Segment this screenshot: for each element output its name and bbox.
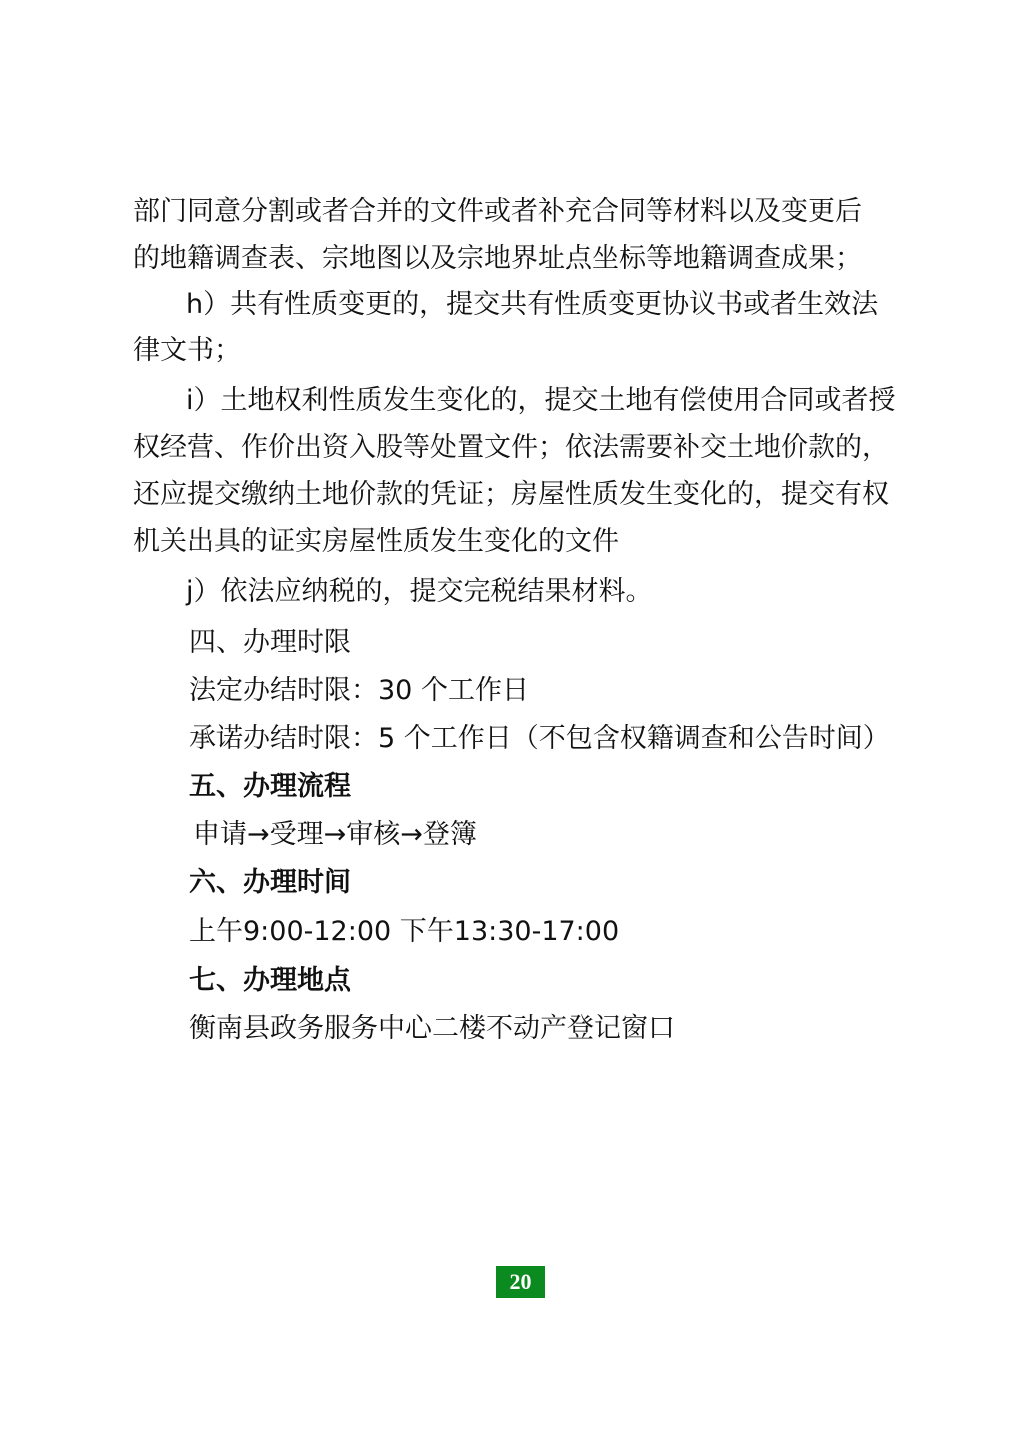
paragraph-line-8: 机关出具的证实房屋性质发生变化的文件 — [133, 526, 619, 557]
section-7-title: 七、办理地点 — [189, 965, 351, 996]
office-location: 衡南县政务服务中心二楼不动产登记窗口 — [189, 1013, 675, 1044]
paragraph-line-4: 律文书； — [133, 335, 241, 366]
paragraph-line-1: 部门同意分割或者合并的文件或者补充合同等材料以及变更后 — [133, 196, 862, 227]
section-4-title: 四、办理时限 — [189, 627, 351, 658]
paragraph-line-7: 还应提交缴纳土地价款的凭证；房屋性质发生变化的，提交有权 — [133, 479, 889, 510]
process-flow: 申请→受理→审核→登簿 — [193, 819, 477, 850]
promised-time-limit: 承诺办结时限：5 个工作日（不包含权籍调查和公告时间） — [189, 723, 890, 754]
section-5-title: 五、办理流程 — [189, 771, 351, 802]
paragraph-line-9: j）依法应纳税的，提交完税结果材料。 — [186, 576, 653, 607]
page-number-badge: 20 — [496, 1266, 545, 1298]
section-6-title: 六、办理时间 — [189, 867, 351, 898]
paragraph-line-5: i）土地权利性质发生变化的，提交土地有偿使用合同或者授 — [186, 385, 896, 416]
legal-time-limit: 法定办结时限：30 个工作日 — [189, 675, 529, 706]
paragraph-line-3: h）共有性质变更的，提交共有性质变更协议书或者生效法 — [186, 289, 879, 320]
paragraph-line-2: 的地籍调查表、宗地图以及宗地界址点坐标等地籍调查成果； — [133, 243, 862, 274]
paragraph-line-6: 权经营、作价出资入股等处置文件；依法需要补交土地价款的， — [133, 432, 889, 463]
office-hours: 上午9:00-12:00 下午13:30-17:00 — [189, 916, 620, 947]
